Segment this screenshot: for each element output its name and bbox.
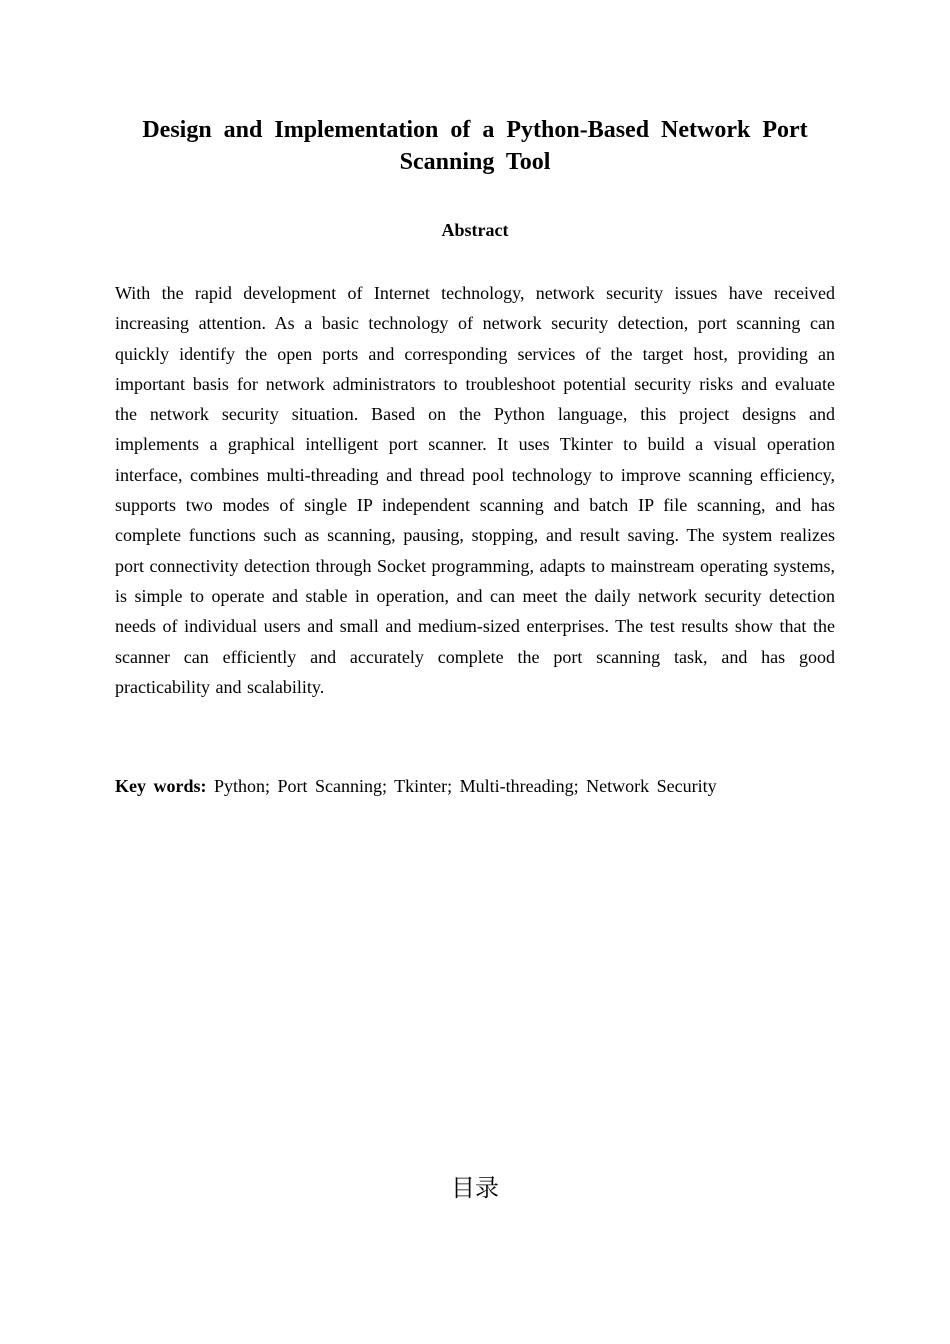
keywords-label: Key words: bbox=[115, 776, 207, 796]
abstract-heading: Abstract bbox=[441, 220, 509, 240]
table-of-contents-heading: 目录 bbox=[451, 1174, 499, 1202]
document-title: Design and Implementation of a Python-Based Network Port Scanning Tool bbox=[142, 117, 808, 175]
keywords-text: Python; Port Scanning; Tkinter; Multi-threading; Network Security bbox=[214, 776, 717, 796]
abstract-text: With the rapid development of Internet technology, network security issues have received increasing attention. As a basic technology of network security detection, port scanning can quickly identify the open ports and corresponding services of the target host, providing an important basis for network administrators to troubleshoot potential security risks and evaluate the network security situation. Based on the Python language, this project designs and implements a graphical intelligent port scanner. It uses Tkinter to build a visual operation interface, combines multi-threading and thread pool technology to improve scanning efficiency, supports two modes of single IP independent scanning and batch IP file scanning, and has complete functions such as scanning, pausing, stopping, and result saving. The system realizes port connectivity detection through Socket programming, adapts to mainstream operating systems, is simple to operate and stable in operation, and can meet the daily network security detection needs of individual users and small and medium-sized enterprises. The test results show that the scanner can efficiently and accurately complete the port scanning task, and has good practicability and scalability. bbox=[115, 283, 835, 697]
keywords-line bbox=[115, 772, 835, 800]
